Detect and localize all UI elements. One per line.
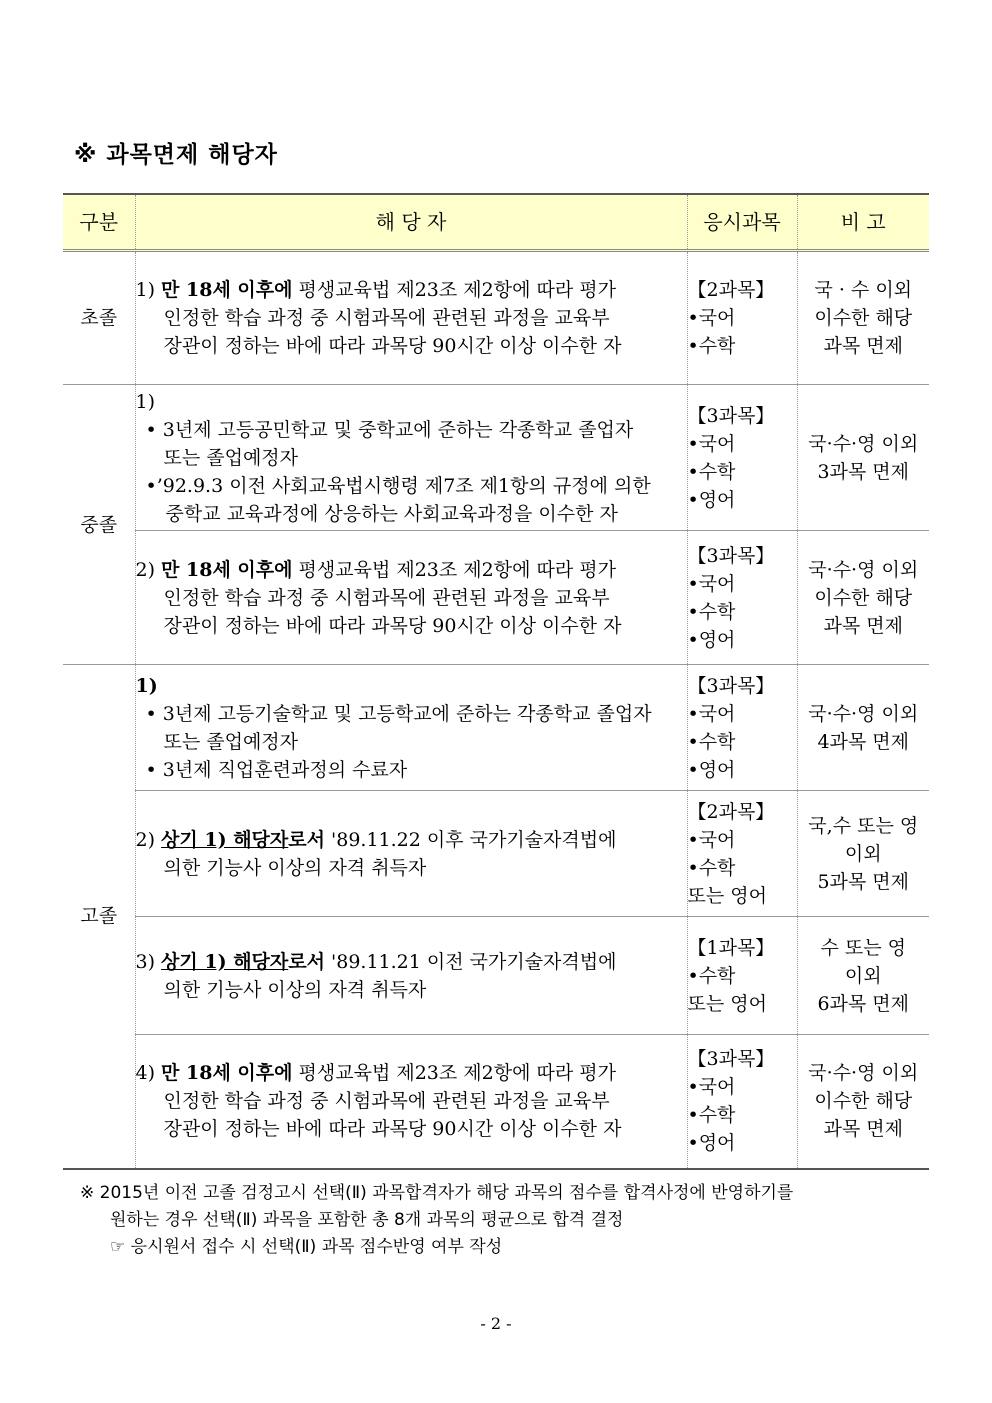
table-row (63, 385, 929, 531)
target-line: 1) 만 18세 이후에 평생교육법 제23조 제2항에 따라 평가 (135, 279, 616, 301)
target-cell: 2) 상기 1) 해당자로서 '89.11.22 이후 국가기술자격법에 의한 기능사 이상의 자격 취득자 (135, 791, 687, 917)
subjects-cell: 【1과목】 •수학 또는 영어 (687, 917, 797, 1035)
category-middle: 중졸 (63, 385, 135, 665)
subjects-cell: 【2과목】 •국어 •수학 (687, 251, 797, 385)
target-cell: 4) 만 18세 이후에 평생교육법 제23조 제2항에 따라 평가 인정한 학습 과정 중 시험과목에 관련된 과정을 교육부 장관이 정하는 바에 따라 과목당 90시간 이상 이수한 자 (135, 1035, 687, 1169)
subjects-cell: 【2과목】 •국어 •수학 또는 영어 (687, 791, 797, 917)
target-cell: 1) • 3년제 고등공민학교 및 중학교에 준하는 각종학교 졸업자 또는 졸업예정자 •’92.9.3 이전 사회교육법시행령 제7조 제1항의 규정에 의한 중학교 교육과정에 상응하는 사회교육과정을 이수한 자 (135, 385, 687, 531)
header-target: 해 당 자 (135, 194, 687, 251)
footnote-line: ※ 2015년 이전 고졸 검정고시 선택(Ⅱ) 과목합격자가 해당 과목의 점수를 합격사정에 반영하기를 (80, 1183, 794, 1203)
table-row (63, 665, 929, 791)
header-remarks: 비 고 (797, 194, 929, 251)
subjects-cell: 【3과목】 •국어 •수학 •영어 (687, 665, 797, 791)
footnote (80, 1180, 940, 1261)
subjects-cell: 【3과목】 •국어 •수학 •영어 (687, 385, 797, 531)
subjects-cell: 【3과목】 •국어 •수학 •영어 (687, 1035, 797, 1169)
target-cell: 1) • 3년제 고등기술학교 및 고등학교에 준하는 각종학교 졸업자 또는 졸업예정자 • 3년제 직업훈련과정의 수료자 (135, 665, 687, 791)
table-row (63, 917, 929, 1035)
table-row (63, 531, 929, 665)
footnote-line: 원하는 경우 선택(Ⅱ) 과목을 포함한 총 8개 과목의 평균으로 합격 결정 (110, 1210, 624, 1230)
remarks-cell: 수 또는 영 이외 6과목 면제 (797, 917, 929, 1035)
table-row (63, 791, 929, 917)
exemption-table (63, 193, 929, 1170)
table-row (63, 1035, 929, 1169)
footnote-line: ☞ 응시원서 접수 시 선택(Ⅱ) 과목 점수반영 여부 작성 (110, 1237, 503, 1257)
table-header-row (63, 194, 929, 251)
header-subjects: 응시과목 (687, 194, 797, 251)
page-number: - 2 - (480, 1314, 512, 1333)
target-cell: 2) 만 18세 이후에 평생교육법 제23조 제2항에 따라 평가 인정한 학습 과정 중 시험과목에 관련된 과정을 교육부 장관이 정하는 바에 따라 과목당 90시간 이상 이수한 자 (135, 531, 687, 665)
section-title: ※ 과목면제 해당자 (74, 142, 278, 168)
subjects-cell: 【3과목】 •국어 •수학 •영어 (687, 531, 797, 665)
target-cell: 3) 상기 1) 해당자로서 '89.11.21 이전 국가기술자격법에 의한 기능사 이상의 자격 취득자 (135, 917, 687, 1035)
remarks-cell: 국·수·영 이외 4과목 면제 (797, 665, 929, 791)
remarks-cell: 국·수·영 이외 이수한 해당 과목 면제 (797, 1035, 929, 1169)
category-high: 고졸 (63, 665, 135, 1169)
header-category: 구분 (63, 194, 135, 251)
remarks-cell: 국·수·영 이외 3과목 면제 (797, 385, 929, 531)
remarks-cell: 국·수·영 이외 이수한 해당 과목 면제 (797, 531, 929, 665)
remarks-cell: 국,수 또는 영 이외 5과목 면제 (797, 791, 929, 917)
target-cell: 1) 만 18세 이후에 평생교육법 제23조 제2항에 따라 평가 인정한 학습 과정 중 시험과목에 관련된 과정을 교육부 장관이 정하는 바에 따라 과목당 90시간 이상 이수한 자 (135, 251, 687, 385)
table-row (63, 251, 929, 385)
category-elementary: 초졸 (63, 251, 135, 385)
remarks-cell: 국 · 수 이외 이수한 해당 과목 면제 (797, 251, 929, 385)
